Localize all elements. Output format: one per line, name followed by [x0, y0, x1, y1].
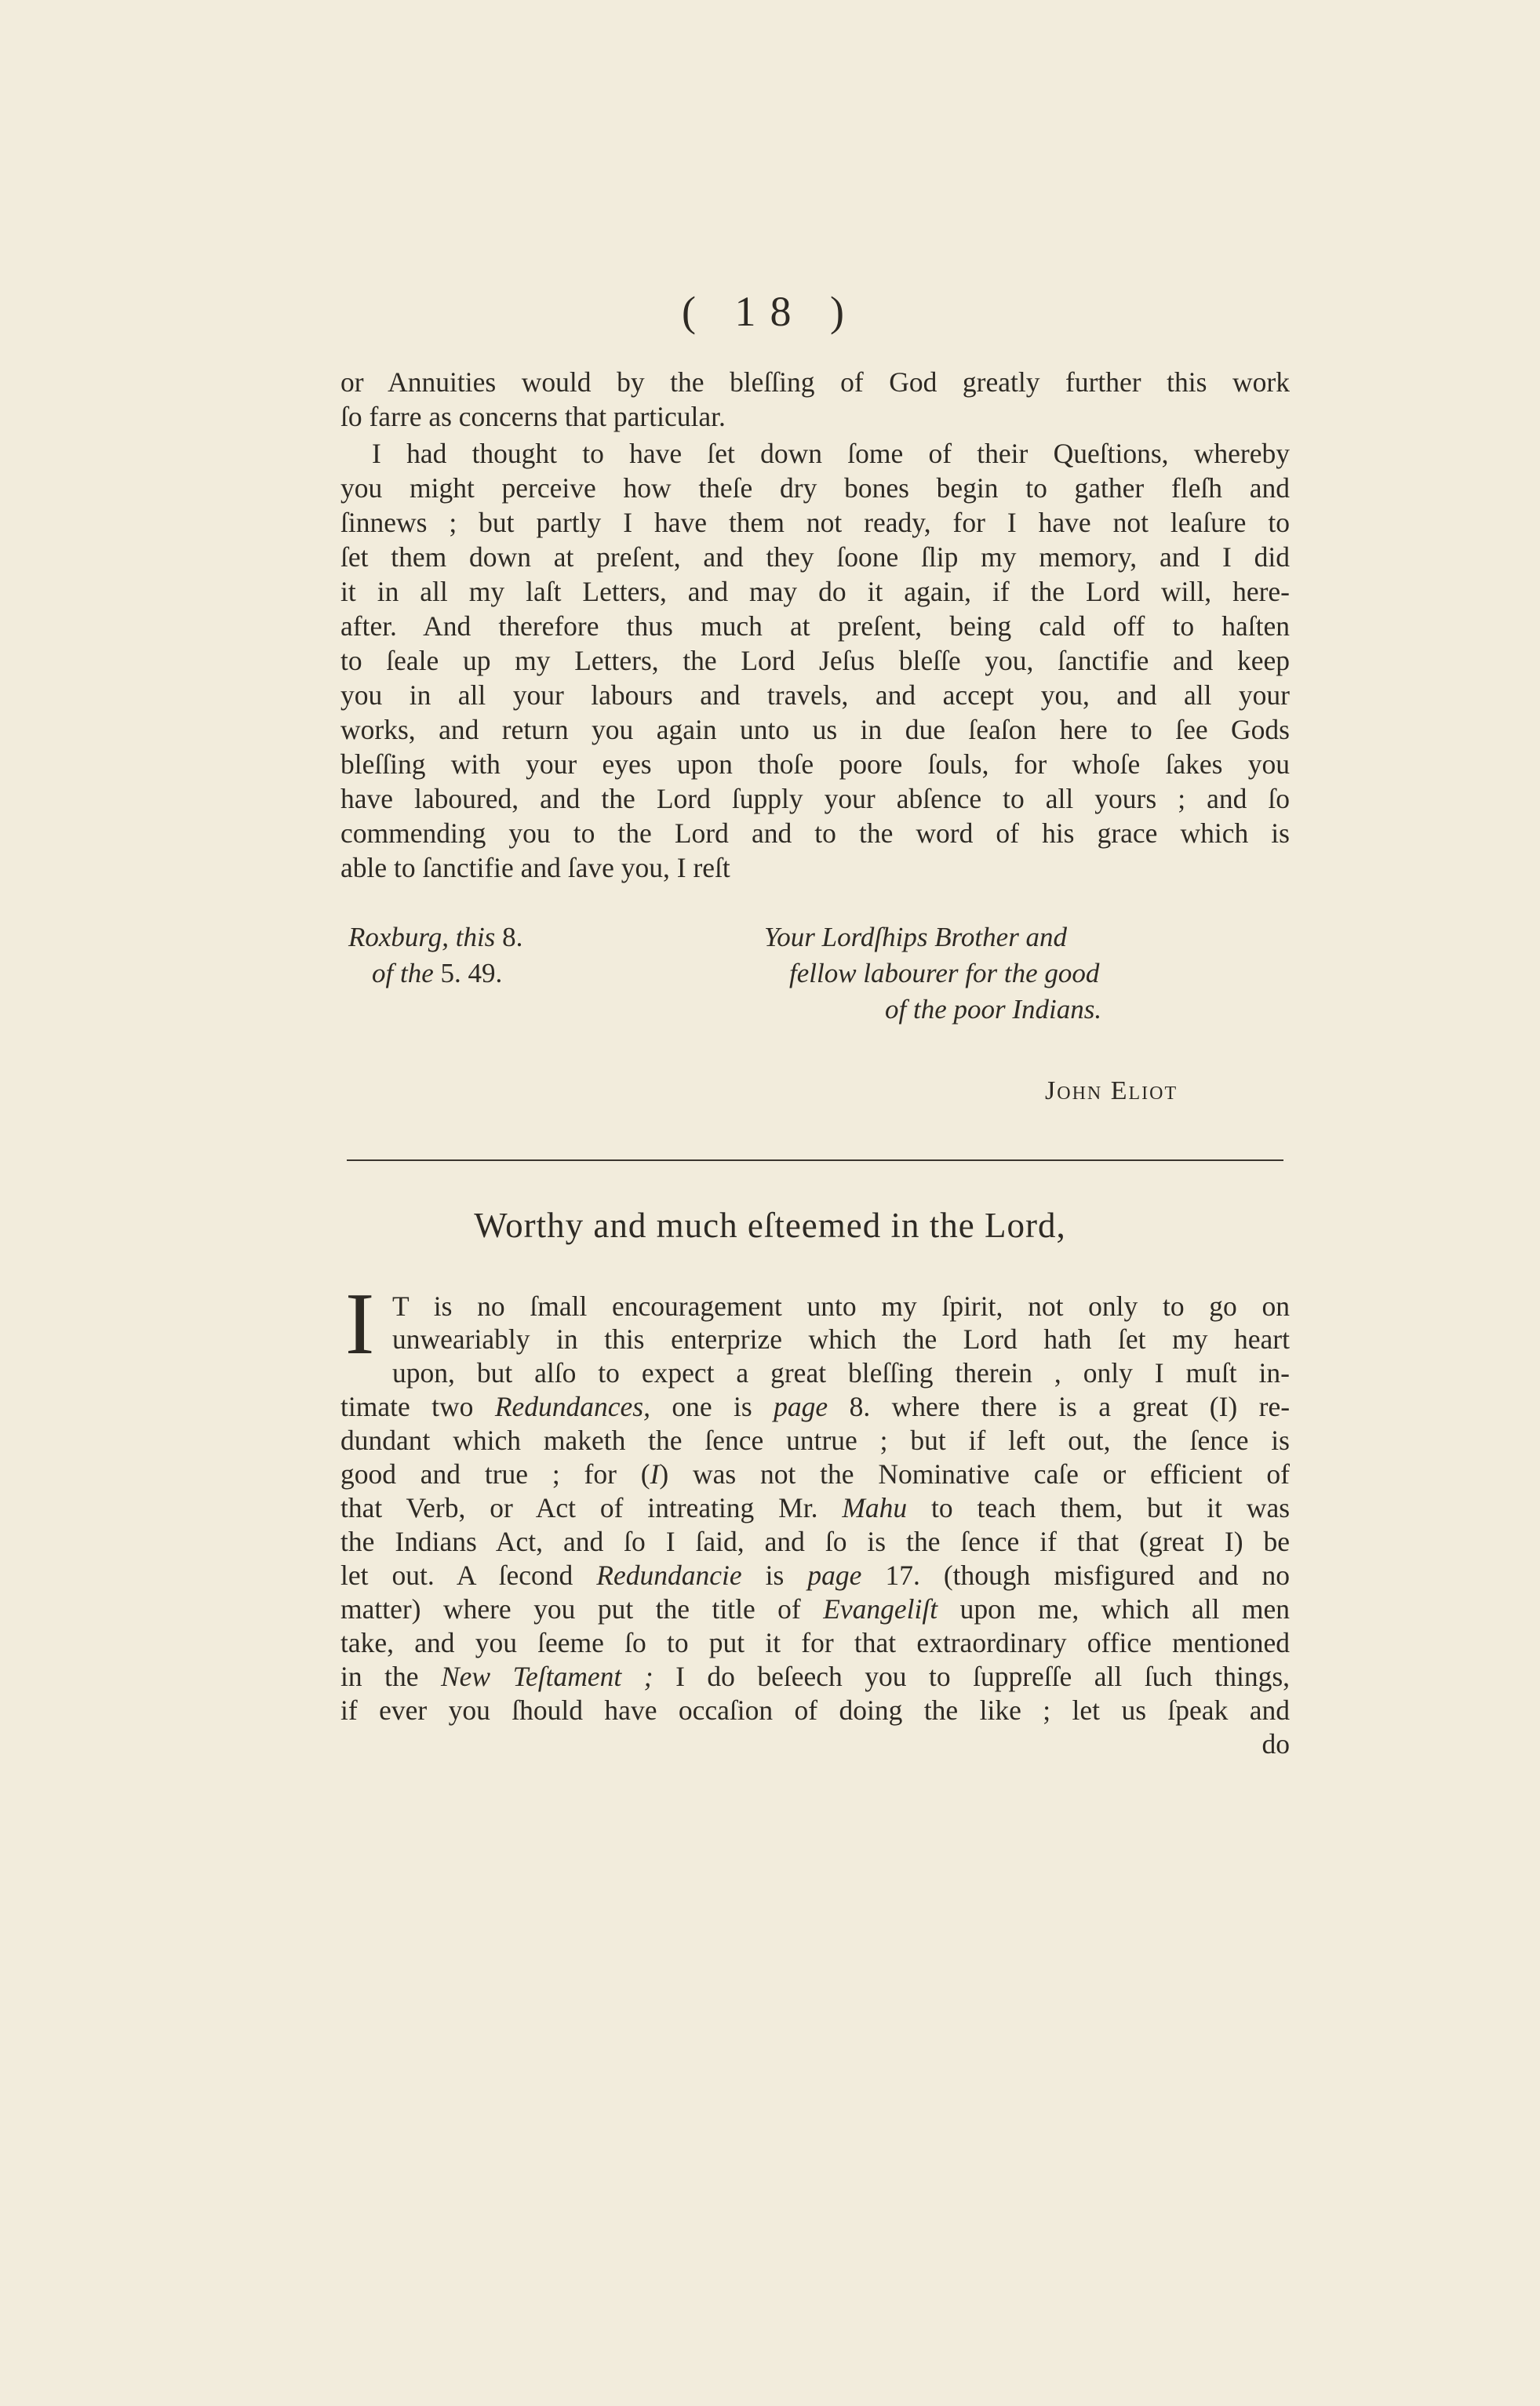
text-run: one is — [672, 1391, 752, 1422]
letter-line: dundant which maketh the ſence untrue ; but if left out, the ſence is — [340, 1425, 1290, 1456]
letter-line: able to ſanctifie and ſave you, I reſt — [340, 852, 730, 883]
letter-line: unweariably in this enterprize which the Lord hath ſet my heart — [392, 1323, 1290, 1355]
section-divider — [347, 1159, 1283, 1161]
place-date-text: Roxburg, this — [348, 922, 496, 952]
closing-line: of the poor Indians. — [885, 994, 1102, 1025]
text-run: upon me, which all men — [959, 1593, 1291, 1625]
text-run: 17. (though misfigured and no — [885, 1560, 1290, 1591]
text-run: matter) where you put the title of — [340, 1593, 801, 1625]
text-run: ) was not the Nominative caſe or efficient of — [659, 1458, 1290, 1490]
letter-line — [340, 1592, 1290, 1626]
letter-line: bleſſing with your eyes upon thoſe poore ſouls, for whoſe ſakes you — [340, 748, 1290, 780]
italic-term: Redundances, — [494, 1391, 650, 1422]
letter-line — [340, 1389, 1290, 1424]
italic-term: page — [774, 1391, 828, 1422]
catchword: do — [1261, 1728, 1290, 1760]
text-run: that Verb, or Act of intreating Mr. — [340, 1492, 818, 1523]
letter-line: you might perceive how theſe dry bones begin to gather fleſh and — [340, 472, 1290, 504]
letter-line: take, and you ſeeme ſo to put it for that extraordinary office mentioned — [340, 1627, 1290, 1658]
text-run: timate two — [340, 1391, 474, 1422]
place-date-text: of the — [372, 958, 434, 988]
closing-line: Your Lordſhips Brother and — [764, 922, 1068, 952]
text-run: is — [765, 1560, 785, 1591]
place-date-line-1 — [348, 919, 522, 955]
letter-line: the Indians Act, and ſo I ſaid, and ſo is the ſence if that (great I) be — [340, 1526, 1290, 1557]
letter-line: I had thought to have ſet down ſome of their Queſtions, whereby — [372, 438, 1290, 469]
text-run: in the — [340, 1661, 419, 1692]
text-run: let out. A ſecond — [340, 1560, 573, 1591]
text-run: I do beſeech you to ſuppreſſe all ſuch things, — [675, 1661, 1291, 1692]
letter-line: it in all my laſt Letters, and may do it again, if the Lord will, here- — [340, 576, 1290, 607]
letter-line — [340, 1491, 1290, 1525]
closing-line: fellow labourer for the good — [789, 958, 1100, 988]
letter-line: you in all your labours and travels, and accept you, and all your — [340, 679, 1290, 711]
letter-line: T is no ſmall encouragement unto my ſpirit, not only to go on — [392, 1290, 1290, 1322]
letter-line: to ſeale up my Letters, the Lord Jeſus bleſſe you, ſanctifie and keep — [340, 645, 1290, 676]
letter-line: after. And therefore thus much at preſent, being cald off to haſten — [340, 610, 1290, 642]
letter-line: have laboured, and the Lord ſupply your abſence to all yours ; and ſo — [340, 783, 1290, 814]
italic-term: I — [650, 1458, 660, 1490]
letter-line: ſo farre as concerns that particular. — [340, 401, 726, 432]
letter-line: ſet them down at preſent, and they ſoone ſlip my memory, and I did — [340, 541, 1290, 573]
letter-line: or Annuities would by the bleſſing of God greatly further this work — [340, 366, 1290, 398]
text-run: to teach them, but it was — [931, 1492, 1291, 1523]
page-number: ( 18 ) — [682, 288, 858, 335]
place-date-number: 5. 49. — [440, 958, 503, 988]
letter-line — [340, 1457, 1290, 1491]
text-run: good and true ; for ( — [340, 1458, 650, 1490]
letter-line — [340, 1558, 1290, 1592]
letter-line: if ever you ſhould have occaſion of doing the like ; let us ſpeak and — [340, 1694, 1290, 1726]
letter-line: works, and return you again unto us in due ſeaſon here to ſee Gods — [340, 714, 1290, 745]
signature: John Eliot — [1045, 1076, 1178, 1105]
italic-term: page — [807, 1560, 862, 1591]
letter-line: ſinnews ; but partly I have them not ready, for I have not leaſure to — [340, 507, 1290, 538]
italic-term: New Teſtament ; — [440, 1661, 653, 1692]
letter-line: upon, but alſo to expect a great bleſſing therein , only I muſt in- — [392, 1357, 1290, 1389]
place-date-line-2 — [372, 955, 502, 992]
italic-term: Evangeliſt — [823, 1593, 938, 1625]
italic-term: Mahu — [842, 1492, 908, 1523]
text-run: 8. where there is a great (I) re- — [849, 1391, 1291, 1422]
letter-line — [340, 1659, 1290, 1694]
place-date-number: 8. — [502, 922, 523, 952]
drop-cap: I — [345, 1276, 375, 1373]
letter-heading: Worthy and much eſteemed in the Lord, — [474, 1206, 1066, 1245]
italic-term: Redundancie — [596, 1560, 742, 1591]
letter-line: commending you to the Lord and to the word of his grace which is — [340, 817, 1290, 849]
